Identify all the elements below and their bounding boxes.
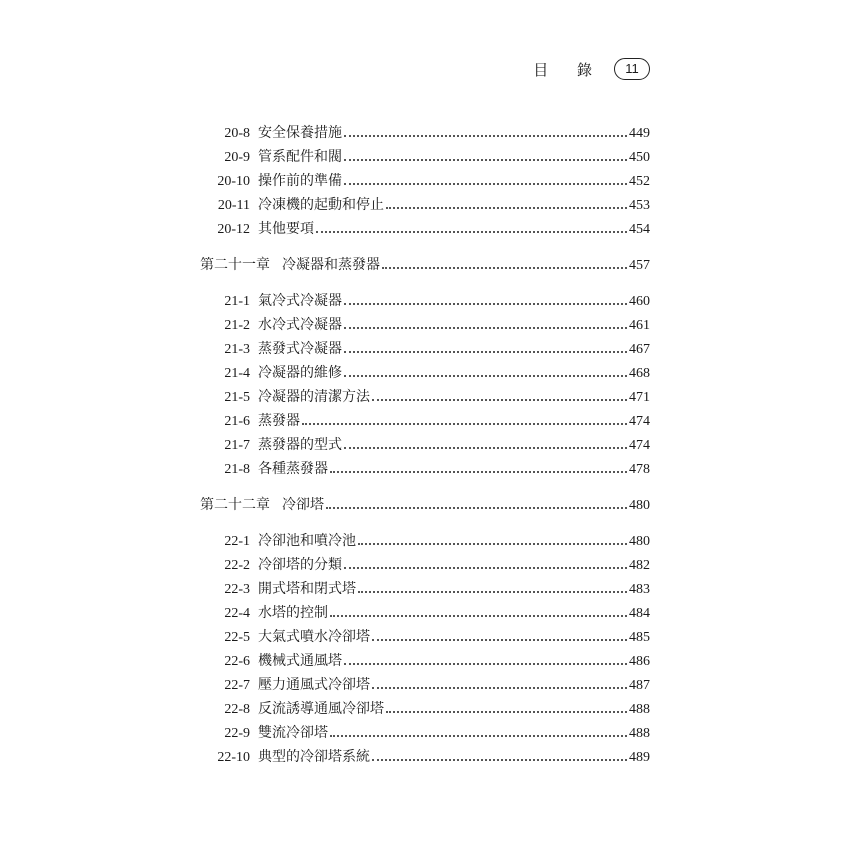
entry-title: 冷卻塔的分類 (258, 557, 342, 573)
entry-page: 483 (629, 582, 650, 597)
entry-number: 22-9 (224, 726, 250, 741)
chapter-page: 480 (629, 498, 650, 513)
toc-entry[interactable] (200, 674, 650, 698)
entry-title: 大氣式噴水冷卻塔 (258, 629, 370, 645)
dot-leader (330, 471, 627, 473)
entry-number: 21-2 (224, 318, 250, 333)
toc-entry[interactable] (200, 194, 650, 218)
dot-leader (382, 267, 627, 269)
entry-page: 460 (629, 294, 650, 309)
entry-number: 20-12 (217, 222, 250, 237)
entry-number: 22-5 (224, 630, 250, 645)
entry-page: 450 (629, 150, 650, 165)
dot-leader (372, 687, 627, 689)
toc-entry[interactable] (200, 578, 650, 602)
dot-leader (344, 351, 627, 353)
entry-page: 488 (629, 726, 650, 741)
entry-title: 氣冷式冷凝器 (258, 293, 342, 309)
entry-number: 20-11 (217, 198, 250, 213)
entry-page: 489 (629, 750, 650, 765)
entry-number: 22-8 (224, 702, 250, 717)
toc-entry[interactable] (200, 362, 650, 386)
entry-number: 22-2 (224, 558, 250, 573)
entry-number: 22-1 (224, 534, 250, 549)
toc-entry[interactable] (200, 170, 650, 194)
entry-number: 22-7 (224, 678, 250, 693)
toc-entry[interactable] (200, 290, 650, 314)
entry-number: 20-9 (224, 150, 250, 165)
entry-title: 雙流冷卻塔 (258, 725, 328, 741)
chapter-number: 第二十一章 (200, 257, 270, 273)
entry-title: 水塔的控制 (258, 605, 328, 621)
toc-entry[interactable] (200, 554, 650, 578)
dot-leader (344, 663, 627, 665)
entry-title: 其他要項 (258, 221, 314, 237)
entry-number: 21-3 (224, 342, 250, 357)
toc-entry[interactable] (200, 122, 650, 146)
entry-title: 冷凝器的清潔方法 (258, 389, 370, 405)
toc-entry[interactable] (200, 338, 650, 362)
entry-page: 478 (629, 462, 650, 477)
entry-page: 449 (629, 126, 650, 141)
entry-title: 典型的冷卻塔系統 (258, 749, 370, 765)
page-number-badge: 11 (614, 58, 650, 80)
dot-leader (344, 567, 627, 569)
dot-leader (330, 735, 627, 737)
toc-entry[interactable] (200, 722, 650, 746)
entry-title: 蒸發器的型式 (258, 437, 342, 453)
entry-number: 22-3 (224, 582, 250, 597)
toc-entry[interactable] (200, 602, 650, 626)
entry-title: 蒸發式冷凝器 (258, 341, 342, 357)
chapter-heading[interactable] (200, 494, 650, 518)
entry-page: 474 (629, 438, 650, 453)
dot-leader (386, 711, 627, 713)
toc-entry[interactable] (200, 746, 650, 770)
entry-page: 485 (629, 630, 650, 645)
entry-page: 471 (629, 390, 650, 405)
entry-page: 468 (629, 366, 650, 381)
dot-leader (344, 183, 627, 185)
chapter-heading[interactable] (200, 254, 650, 278)
dot-leader (386, 207, 627, 209)
toc-entry[interactable] (200, 314, 650, 338)
entry-number: 22-6 (224, 654, 250, 669)
header-title: 目 錄 (533, 60, 604, 79)
entry-page: 453 (629, 198, 650, 213)
entry-title: 蒸發器 (258, 413, 300, 429)
entry-page: 467 (629, 342, 650, 357)
dot-leader (344, 327, 627, 329)
entry-number: 20-8 (224, 126, 250, 141)
entry-title: 冷凝器的維修 (258, 365, 342, 381)
dot-leader (344, 159, 627, 161)
chapter-title: 冷凝器和蒸發器 (282, 257, 380, 273)
chapter-title: 冷卻塔 (282, 497, 324, 513)
entry-page: 487 (629, 678, 650, 693)
page-header (533, 58, 650, 80)
dot-leader (358, 543, 627, 545)
dot-leader (344, 375, 627, 377)
dot-leader (344, 447, 627, 449)
entry-number: 20-10 (217, 174, 250, 189)
entry-page: 461 (629, 318, 650, 333)
table-of-contents (200, 122, 650, 770)
dot-leader (372, 399, 627, 401)
entry-title: 管系配件和閥 (258, 149, 342, 165)
dot-leader (344, 303, 627, 305)
entry-page: 474 (629, 414, 650, 429)
dot-leader (316, 231, 627, 233)
toc-entry[interactable] (200, 530, 650, 554)
chapter-number: 第二十二章 (200, 497, 270, 513)
entry-number: 21-1 (224, 294, 250, 309)
entry-title: 反流誘導通風冷卻塔 (258, 701, 384, 717)
toc-entry[interactable] (200, 218, 650, 242)
toc-entry[interactable] (200, 410, 650, 434)
entry-page: 484 (629, 606, 650, 621)
dot-leader (344, 135, 627, 137)
entry-number: 21-8 (224, 462, 250, 477)
entry-title: 壓力通風式冷卻塔 (258, 677, 370, 693)
entry-title: 冷卻池和噴冷池 (258, 533, 356, 549)
entry-title: 機械式通風塔 (258, 653, 342, 669)
entry-title: 操作前的準備 (258, 173, 342, 189)
entry-page: 486 (629, 654, 650, 669)
entry-number: 21-7 (224, 438, 250, 453)
entry-page: 454 (629, 222, 650, 237)
dot-leader (326, 507, 627, 509)
entry-number: 21-6 (224, 414, 250, 429)
chapter-page: 457 (629, 258, 650, 273)
entry-page: 452 (629, 174, 650, 189)
dot-leader (302, 423, 627, 425)
dot-leader (372, 759, 627, 761)
toc-entry[interactable] (200, 626, 650, 650)
toc-entry[interactable] (200, 650, 650, 674)
dot-leader (330, 615, 627, 617)
entry-number: 22-10 (217, 750, 250, 765)
toc-entry[interactable] (200, 698, 650, 722)
entry-title: 安全保養措施 (258, 125, 342, 141)
entry-number: 22-4 (224, 606, 250, 621)
toc-entry[interactable] (200, 386, 650, 410)
entry-title: 各種蒸發器 (258, 461, 328, 477)
entry-title: 水冷式冷凝器 (258, 317, 342, 333)
entry-number: 21-5 (224, 390, 250, 405)
entry-page: 480 (629, 534, 650, 549)
entry-page: 482 (629, 558, 650, 573)
toc-entry[interactable] (200, 458, 650, 482)
dot-leader (372, 639, 627, 641)
toc-entry[interactable] (200, 434, 650, 458)
dot-leader (358, 591, 627, 593)
entry-title: 冷凍機的起動和停止 (258, 197, 384, 213)
entry-page: 488 (629, 702, 650, 717)
toc-entry[interactable] (200, 146, 650, 170)
entry-number: 21-4 (224, 366, 250, 381)
entry-title: 開式塔和閉式塔 (258, 581, 356, 597)
